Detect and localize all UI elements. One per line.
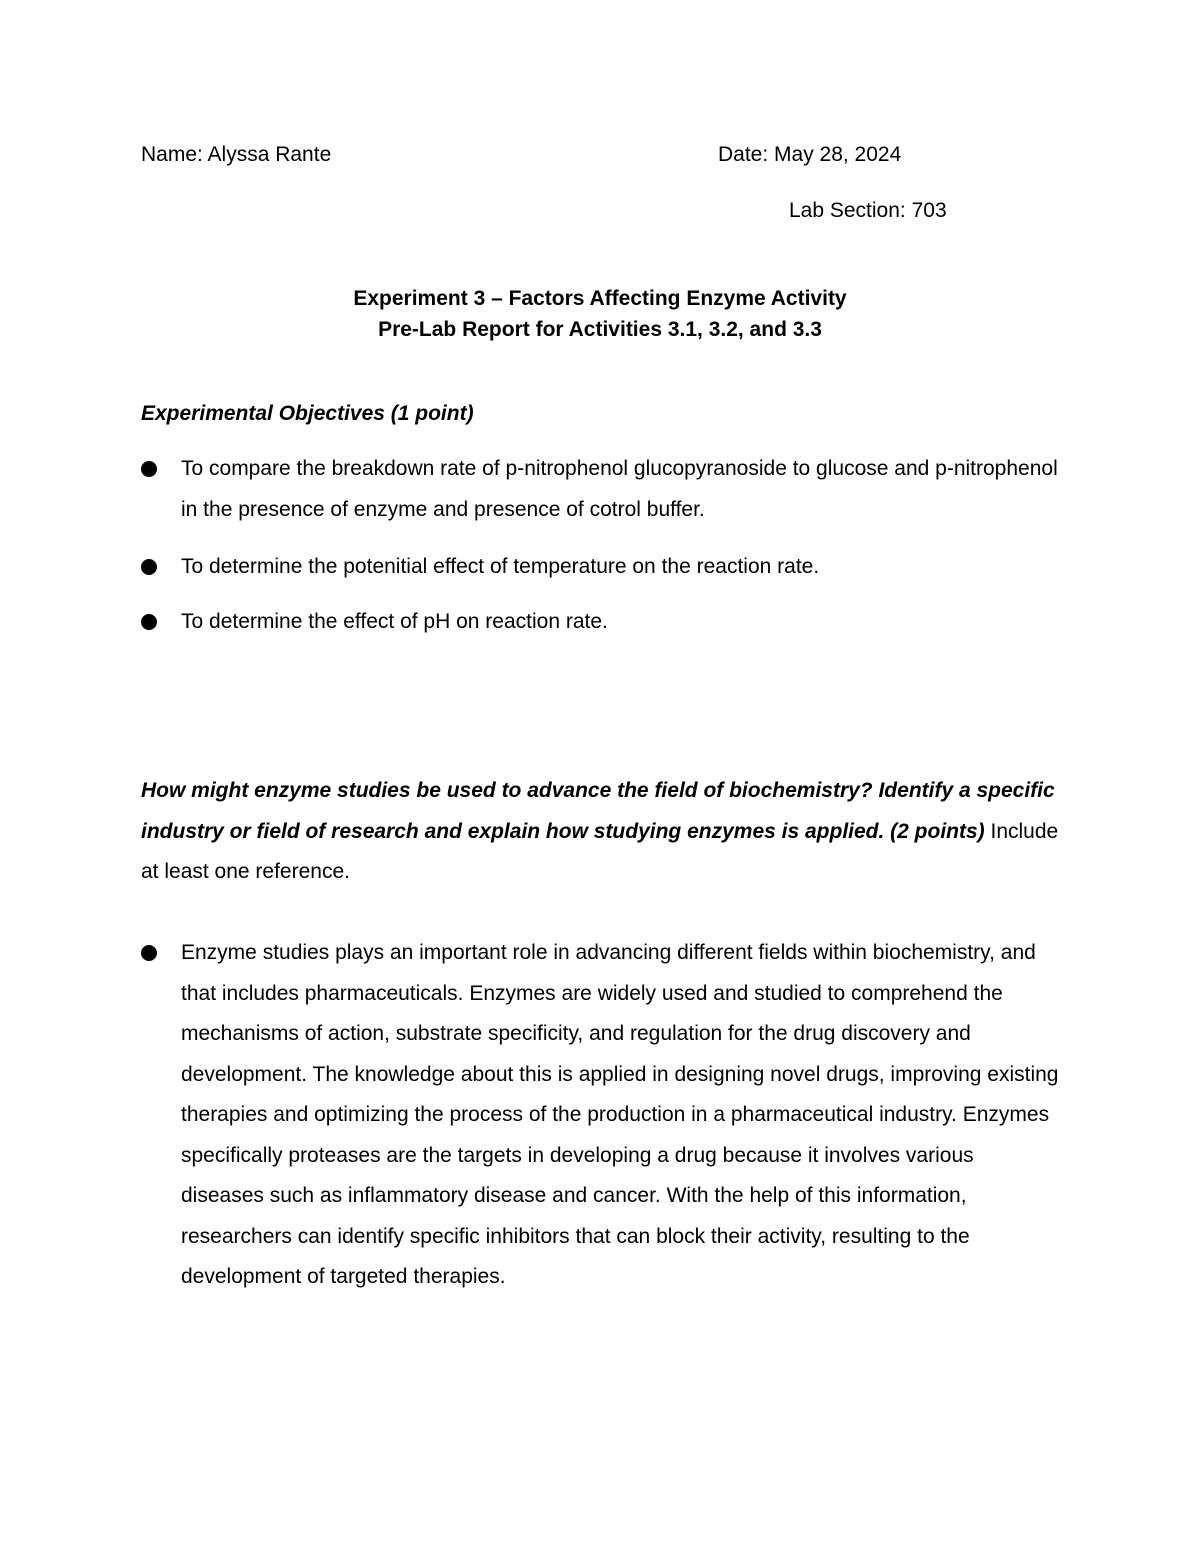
lab-section: Lab Section: 703 xyxy=(789,199,947,222)
student-name: Name: Alyssa Rante xyxy=(141,143,332,166)
bullet-icon xyxy=(141,614,157,630)
objective-text: To determine the potenitial effect of temperature on the reaction rate. xyxy=(181,555,820,578)
bullet-icon xyxy=(141,945,157,961)
bullet-icon xyxy=(141,559,157,575)
document-title: Experiment 3 – Factors Affecting Enzyme Activity xyxy=(353,287,847,310)
objective-text: To determine the effect of pH on reaction rate. xyxy=(181,610,608,633)
document-subtitle: Pre-Lab Report for Activities 3.1, 3.2, and 3.3 xyxy=(378,318,822,341)
objectives-heading: Experimental Objectives (1 point) xyxy=(141,402,474,425)
answer-text: Enzyme studies plays an important role in advancing different fields within biochemistry, and that includes pharmaceuticals. Enzymes are widely used and studied to comprehend the mechanisms of action, substrate specificity, and regulation for the drug discovery and development. The knowledge about this is applied in designing novel drugs, improving existing therapies and optimizing the process of the production in a pharmaceutical industry. Enzymes specifically proteases are the targets in developing a drug because it involves various diseases such as inflammatory disease and cancer. With the help of this information, researchers can identify specific inhibitors that can block their activity, resulting to the development of targeted therapies. xyxy=(181,941,1059,1288)
objective-text: To compare the breakdown rate of p-nitrophenol glucopyranoside to glucose and p-nitrophenol in the presence of enzyme and presence of cotrol buffer. xyxy=(181,457,1058,521)
question-prompt-bold: How might enzyme studies be used to advance the field of biochemistry? Identify a specific industry or field of research and explain how studying enzymes is applied. (2 points) xyxy=(141,779,1055,843)
question-prompt xyxy=(141,771,1071,893)
report-date: Date: May 28, 2024 xyxy=(718,143,902,166)
question-prompt-plain: Include at least one reference. xyxy=(141,819,1059,883)
bullet-icon xyxy=(141,461,157,477)
